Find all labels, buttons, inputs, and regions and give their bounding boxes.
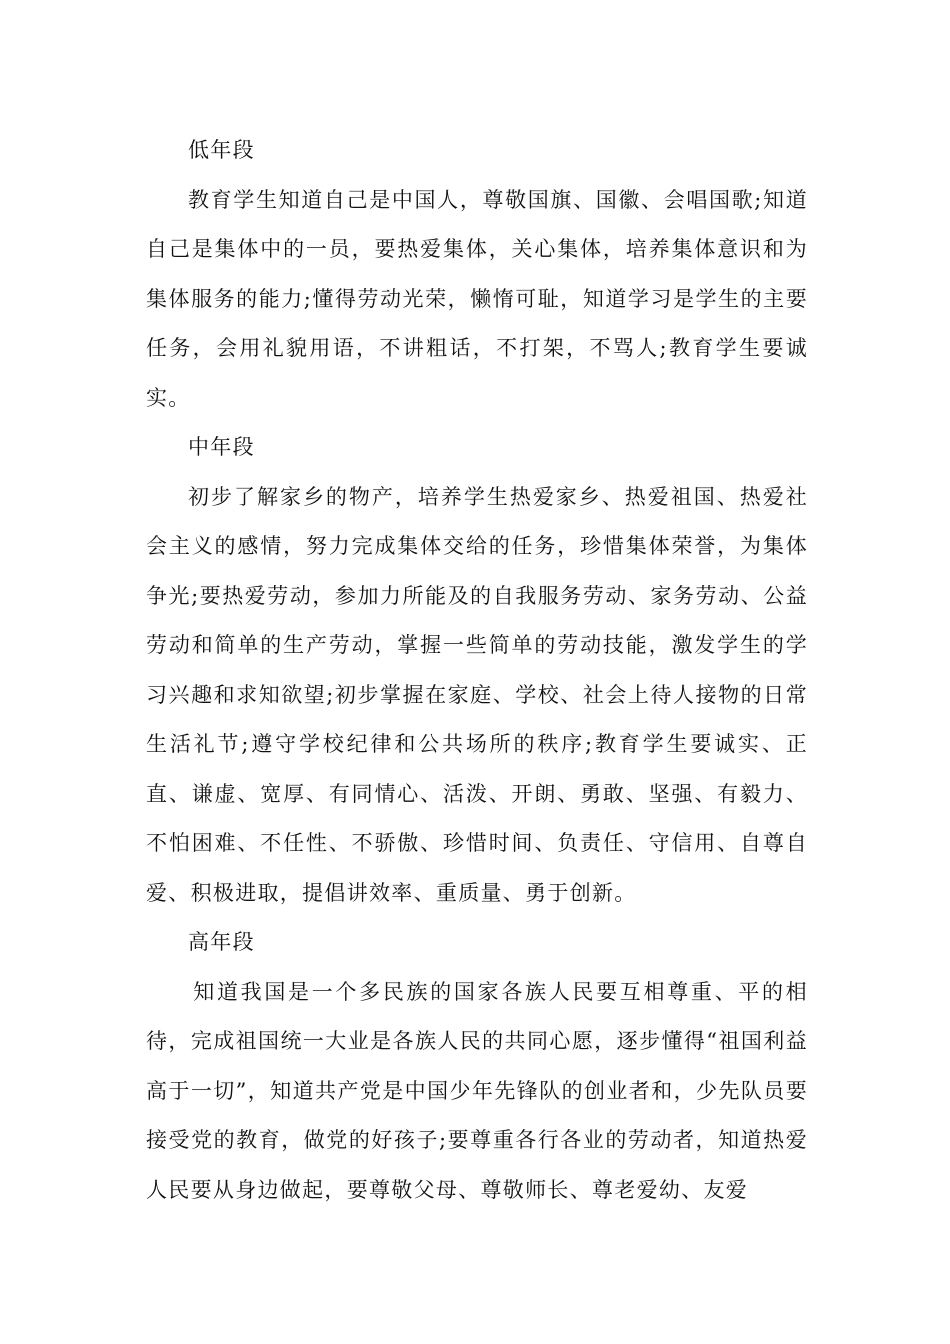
section-body-lower-grade: 教育学生知道自己是中国人，尊敬国旗、国徽、会唱国歌;知道自己是集体中的一员，要热爱集体，关心集体，培养集体意识和为集体服务的能力;懂得劳动光荣，懒惰可耻，知道学习是学生的主要任务，会用礼貌用语，不讲粗话，不打架，不骂人;教育学生要诚实。: [146, 187, 808, 410]
section-heading-upper-grade: 高年段: [188, 930, 255, 954]
section-body-middle-grade: 初步了解家乡的物产，培养学生热爱家乡、热爱祖国、热爱社会主义的感情，努力完成集体交给的任务，珍惜集体荣誉，为集体争光;要热爱劳动，参加力所能及的自我服务劳动、家务劳动、公益劳动和简单的生产劳动，掌握一些简单的劳动技能，激发学生的学习兴趣和求知欲望;初步掌握在家庭、学校、社会上待人接物的日常生活礼节;遵守学校纪律和公共场所的秩序;教育学生要诚实、正直、谦虚、宽厚、有同情心、活泼、开朗、勇敢、坚强、有毅力、不怕困难、不任性、不骄傲、珍惜时间、负责任、守信用、自尊自爱、积极进取，提倡讲效率、重质量、勇于创新。: [146, 484, 808, 905]
section-heading-middle-grade: 中年段: [188, 435, 255, 459]
section-body-upper-grade: 知道我国是一个多民族的国家各族人民要互相尊重、平的相待，完成祖国统一大业是各族人民的共同心愿，逐步懂得“祖国利益高于一切”，知道共产党是中国少年先锋队的创业者和，少先队员要接受党的教育，做党的好孩子;要尊重各行各业的劳动者，知道热爱人民要从身边做起，要尊敬父母、尊敬师长、尊老爱幼、友爱: [146, 979, 808, 1202]
section-heading-lower-grade: 低年段: [188, 138, 255, 162]
document-page: [146, 126, 808, 1215]
